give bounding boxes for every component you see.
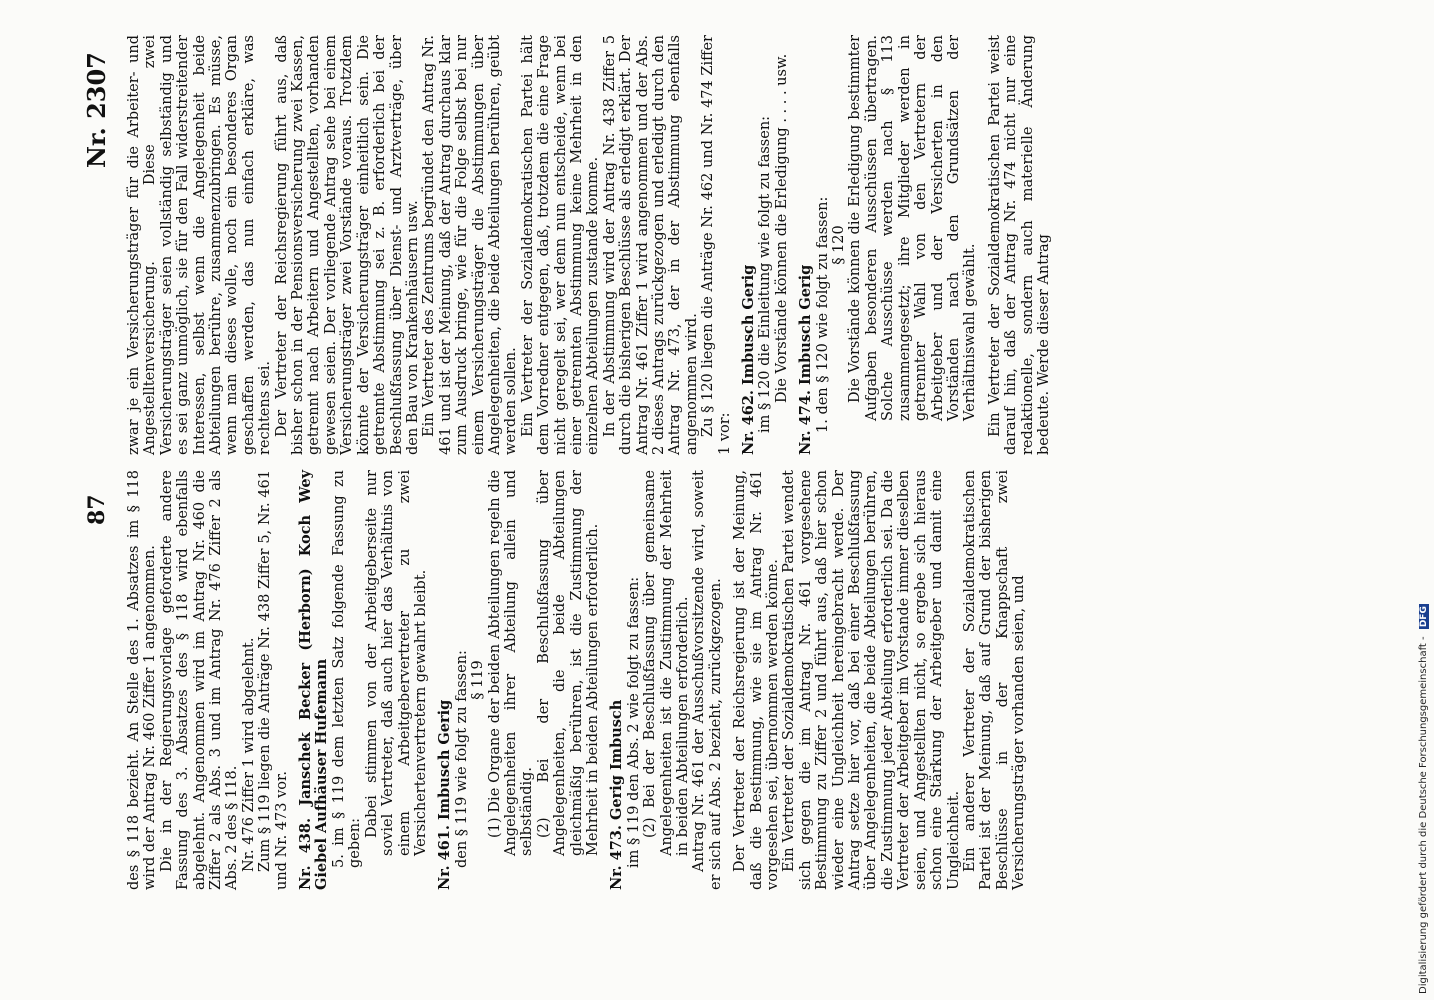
- paragraph: Ein Vertreter der Sozialdemokratischen Partei wendet sich gegen die im Antrag Nr. 461 vorgesehene Bestimmung zu Ziffer 2 und führt aus, daß hier schon wieder eine Ungleichheit hereingebracht werde. Der Antrag setze hier vor, daß bei einer Beschlußfassung über Angelegenheiten, die beide Abteilungen berühren, die Zustimmung jeder Abteilung erforderlich sei. Da die Vertreter der Arbeitgeber im Vorstande immer dieselben seien, und Angestellten nicht, so ergebe sich hieraus schon eine Stärkung der Arbeitgeber und damit eine Ungleichheit.: [781, 470, 962, 890]
- motion-heading: Nr. 474. Imbusch Gerig: [797, 264, 815, 455]
- paragraph: In der Abstimmung wird der Antrag Nr. 438 Ziffer 5 durch die bisherigen Beschlüsse als erledigt erklärt. Der Antrag Nr. 461 Ziffer 1 wird angenommen und der Abs. 2 dieses Antrags zurückgezogen und erledigt durch den Antrag Nr. 473, der in der Abstimmung ebenfalls angenommen wird.: [601, 35, 700, 455]
- motion-text: (2) Bei der Beschlußfassung über Angelegenheiten, die beide Abteilungen gleichmäßig berühren, ist die Zustimmung der Mehrheit in beiden Abteilungen erforderlich.: [535, 470, 601, 856]
- motion-item: im § 120 die Einleitung wie folgt zu fassen:: [757, 115, 774, 433]
- paragraph: Ein Vertreter des Zentrums begründet den Antrag Nr. 461 und ist der Meinung, daß der Antrag durchaus klar zum Ausdruck bringe, wie für die Folge selbst bei nur einem Versicherungsträger die Abstimmungen über Angelegenheiten, die beide Abteilungen berühren, geübt werden sollen.: [421, 35, 520, 455]
- credit-text: Digitalisierung gefördert durch die Deutsche Forschungsgemeinschaft -: [1418, 636, 1429, 994]
- paragraph: Ein Vertreter der Sozialdemokratischen Partei weist darauf hin, daß der Antrag Nr. 474 nicht nur eine redaktionelle, sondern auch materielle Änderung bedeute. Werde dieser Antrag: [986, 35, 1052, 455]
- motion-text: (2) Bei der Beschlußfassung über gemeinsame Angelegenheiten ist die Zustimmung der Mehrheit in beiden Abteilungen erforderlich.: [642, 470, 691, 856]
- motion-heading: Nr. 473. Gerig Imbusch: [608, 699, 626, 890]
- motion-item: den § 119 wie folgt zu fassen:: [453, 650, 470, 868]
- dfg-logo: DFG: [1419, 606, 1429, 628]
- motion-item: 5. im § 119 dem letzten Satz folgende Fassung zu geben:: [330, 470, 364, 868]
- motion-heading: Nr. 438. Janschek Becker (Herborn) Koch Wey Giebel Aufhäuser Hufemann: [297, 470, 331, 890]
- right-column: [126, 35, 1052, 455]
- page-number: 87: [84, 494, 110, 525]
- paragraph: Ein Vertreter der Sozialdemokratischen Partei hält dem Vorredner entgegen, daß, trotzdem die eine Frage nicht geregelt sei, wer denn nun entscheide, wenn bei einer getrennten Abstimmung keine Mehrheit in den einzelnen Abteilungen zustande komme.: [519, 35, 602, 455]
- paragraph: Zum § 119 liegen die Anträge Nr. 438 Ziffer 5, Nr. 461 und Nr. 473 vor.: [257, 470, 290, 890]
- paragraph: Die in der Regierungsvorlage geforderte andere Fassung des 3. Absatzes des § 118 wird ebenfalls abgelehnt. Angenommen wird im Antrag Nr. 460 die Ziffer 2 als Abs. 3 und im Antrag Nr. 476 Ziffer 2 als Abs. 2 des § 118.: [158, 470, 241, 890]
- motion-item: im § 119 den Abs. 2 wie folgt zu fassen:: [625, 576, 642, 868]
- paragraph: Antrag Nr. 461 der Ausschußvorsitzende wird, soweit er sich auf Abs. 2 bezieht, zurückgezogen.: [691, 470, 724, 890]
- section-sign: § 120: [831, 225, 848, 265]
- paragraph: Ein anderer Vertreter der Sozialdemokratischen Partei ist der Meinung, daß auf Grund der bisherigen Beschlüsse in der Knappschaft zwei Versicherungsträger vorhanden seien, und: [961, 470, 1028, 890]
- left-column: [126, 470, 1028, 890]
- paragraph: Nr. 476 Ziffer 1 wird abgelehnt.: [240, 637, 257, 872]
- paragraph: zwar je ein Versicherungsträger für die Arbeiter- und Angestelltenversicherung. Diese zwei Versicherungsträger seien vollständig selbständig und es sei ganz unmöglich, sie für den Fall widerstreitender Interessen, selbst wenn die Angelegenheit beide Abteilungen berühre, zusammenzubringen. Es müsse, wenn man dieses wolle, noch ein besonderes Organ geschaffen werden, das nun einfach erkläre, was rechtens sei.: [126, 35, 274, 455]
- paragraph: Der Vertreter der Reichsregierung führt aus, daß bisher schon in der Pensionsversicherung zwei Kassen, getrennt nach Arbeitern und Angestellten, vorhanden gewesen seien. Der vorliegende Antrag sehe bei einem Versicherungsträger zwei Vorstände voraus. Trotzdem könnte der Versicherungsträger einheitlich sein. Die getrennte Abstimmung sei z. B. erforderlich bei der Beschlußfassung über Dienst- und Arztverträge, über den Bau von Krankenhäusern usw.: [273, 35, 421, 455]
- paragraph: Zu § 120 liegen die Anträge Nr. 462 und Nr. 474 Ziffer 1 vor:: [700, 35, 733, 455]
- digitization-credit: [1418, 604, 1429, 994]
- motion-item: 1. den § 120 wie folgt zu fassen:: [814, 196, 831, 433]
- paragraph: des § 118 bezieht. An Stelle des 1. Absatzes im § 118 wird der Antrag Nr. 460 Ziffer 1 angenommen.: [126, 470, 159, 890]
- paragraph: Der Vertreter der Reichsregierung ist der Meinung, daß die Bestimmung, wie sie im Antrag Nr. 461 vorgesehen sei, übernommen werden könne.: [732, 470, 782, 890]
- motion-text: Dabei stimmen von der Arbeitgeberseite nur soviel Vertreter, daß auch hier das Verhältnis von einem Arbeitgebervertreter zu zwei Versichertenvertretern gewahrt bleibt.: [363, 470, 429, 856]
- document-number: Nr. 2307: [82, 52, 111, 168]
- section-sign: § 119: [470, 660, 487, 700]
- motion-heading: Nr. 461. Imbusch Gerig: [436, 699, 454, 890]
- motion-text: Die Vorstände können die Erledigung bestimmter Aufgaben besonderen Ausschüssen übertragen. Solche Ausschüsse werden nach § 113 zusammengesetzt; ihre Mitglieder werden in getrennter Wahl von den Vertretern der Arbeitgeber und der Versicherten in den Vorständen nach den Grundsätzen der Verhältniswahl gewählt.: [847, 35, 979, 421]
- motion-text: Die Vorstände können die Erledigung . . . . usw.: [773, 53, 790, 403]
- motion-text: (1) Die Organe der beiden Abteilungen regeln die Angelegenheiten ihrer Abteilung allein und selbständig.: [486, 470, 536, 856]
- motion-heading: Nr. 462. Imbusch Gerig: [740, 264, 758, 455]
